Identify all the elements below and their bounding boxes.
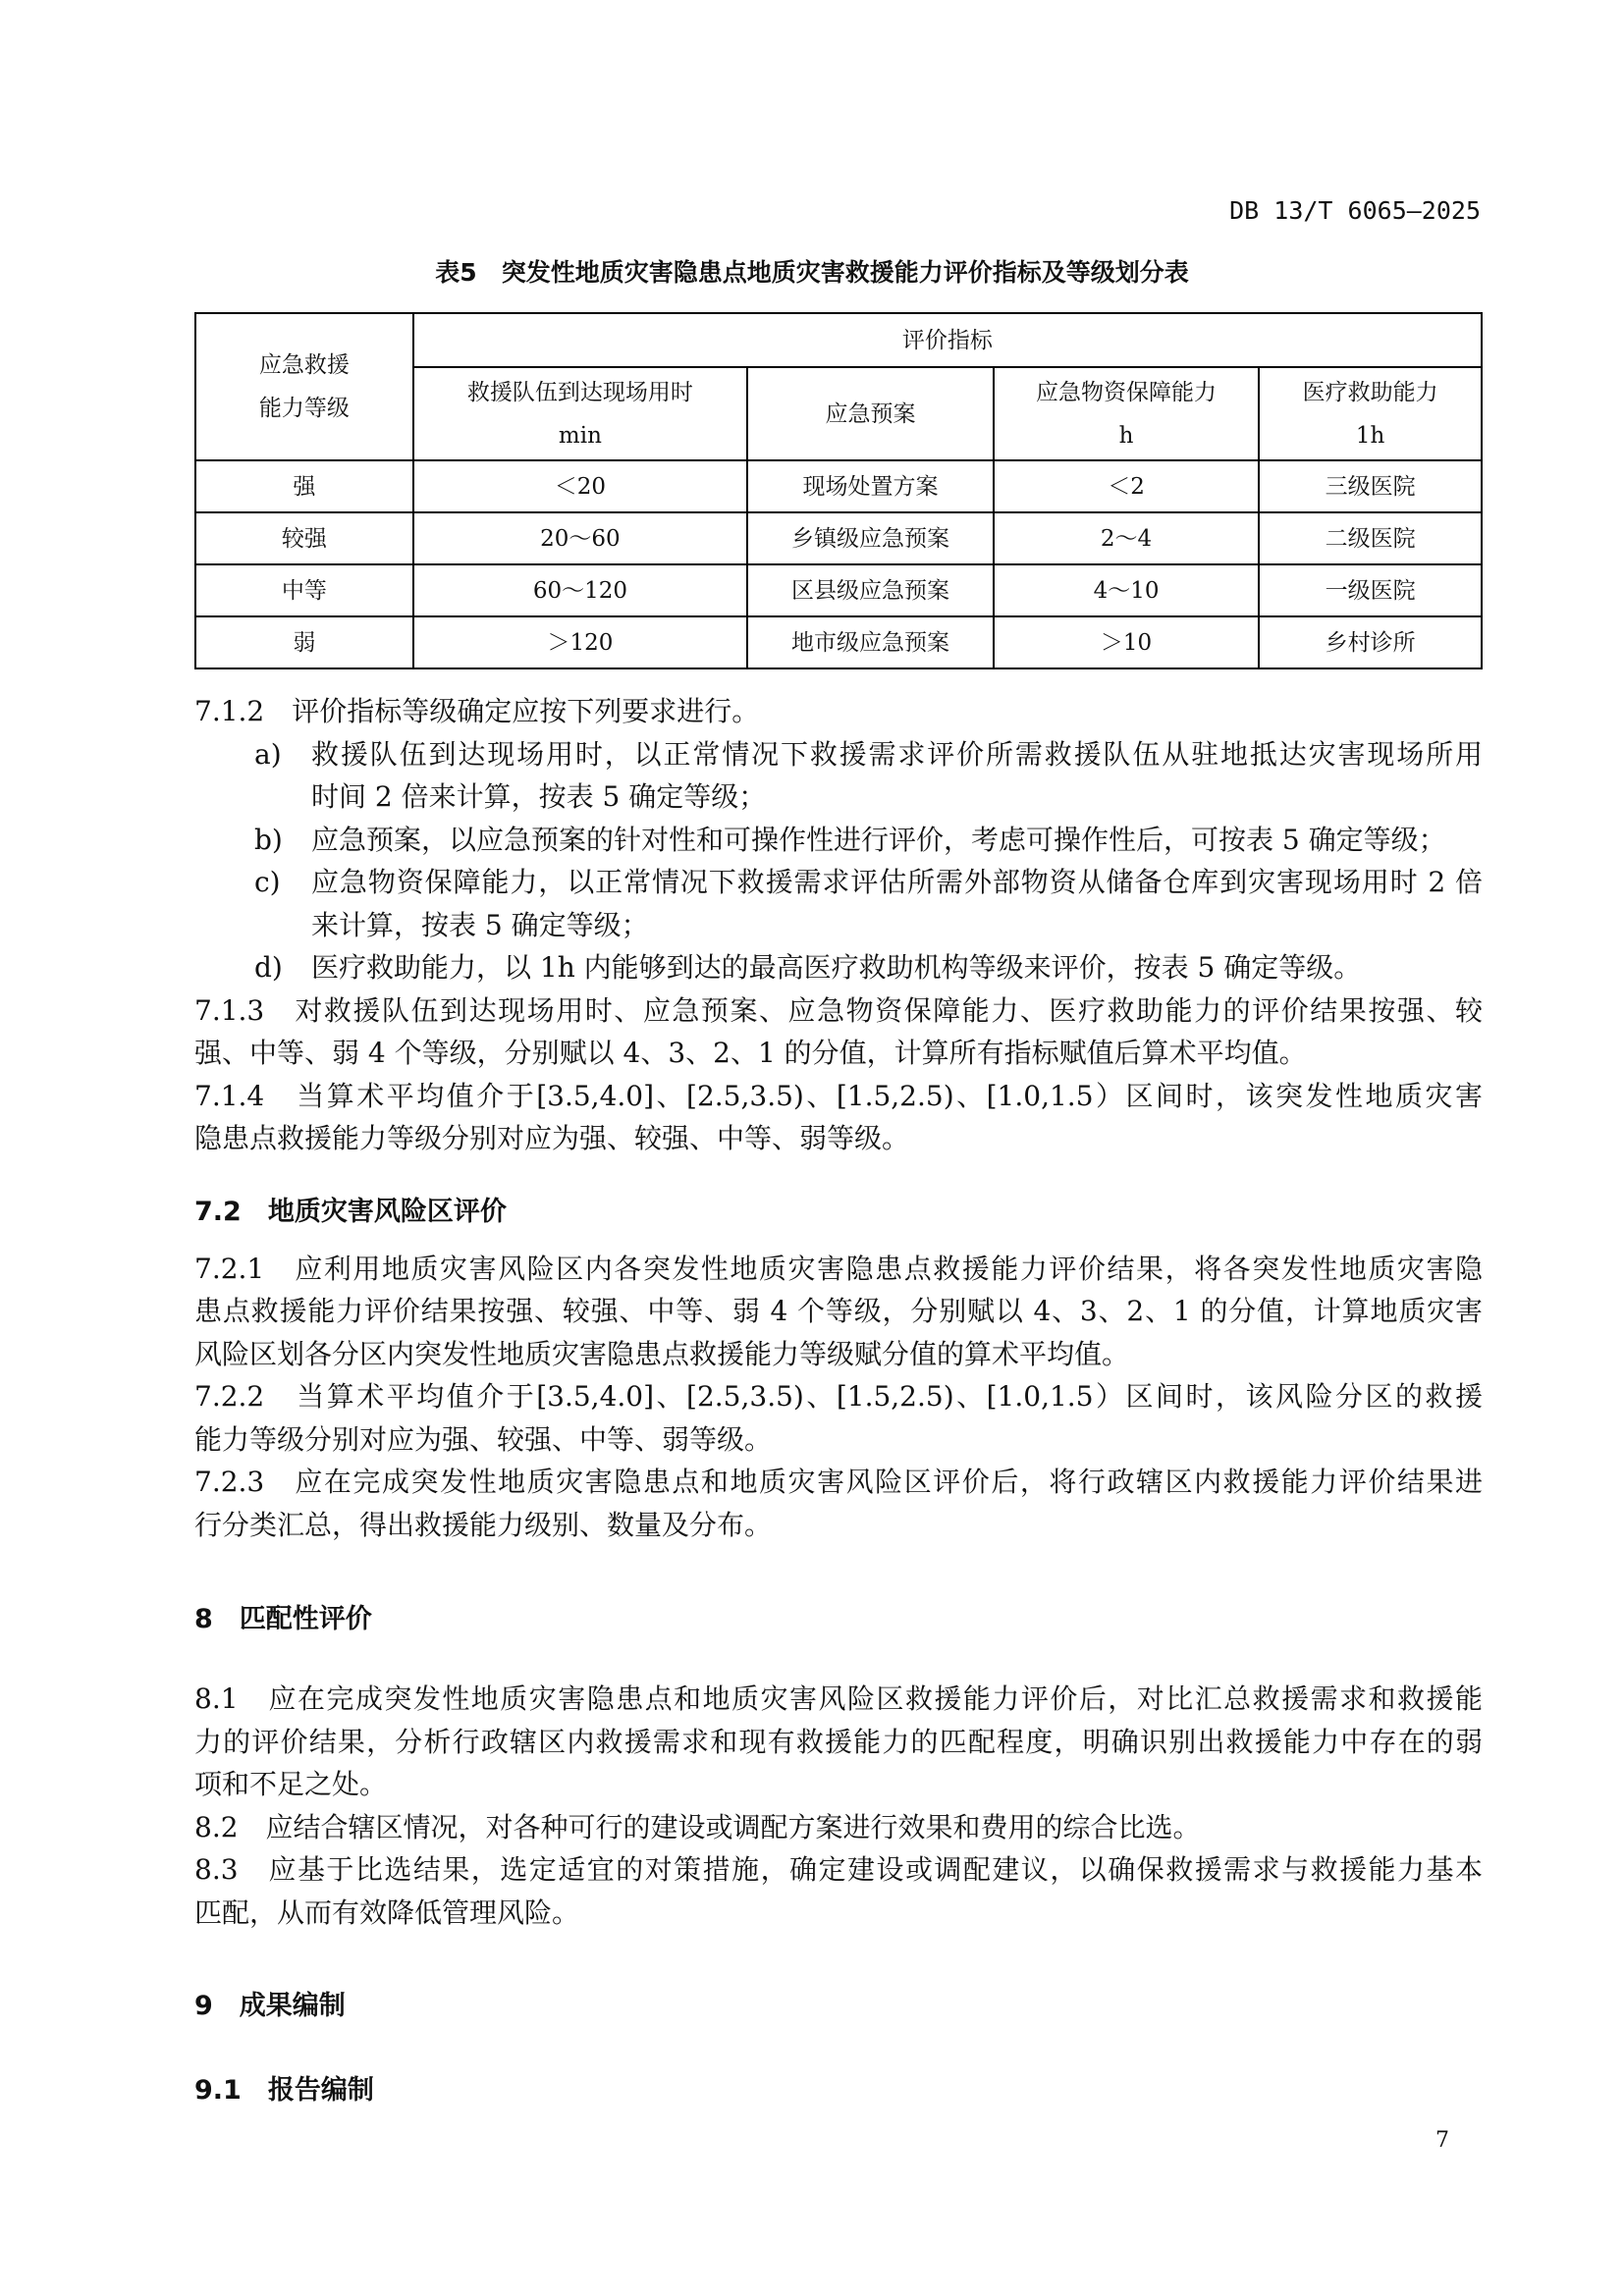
column-unit: min: [558, 422, 602, 449]
table-cell: 区县级应急预案: [747, 564, 994, 616]
clause-7-1-2: 7.1.2 评价指标等级确定应按下列要求进行。: [194, 695, 760, 727]
column-name: 应急预案: [825, 400, 916, 427]
table-cell: 弱: [195, 616, 413, 668]
column-unit: 1h: [1355, 422, 1385, 449]
group-header-cell: 评价指标: [413, 313, 1482, 367]
column-header: [413, 367, 747, 460]
column-header: [1259, 367, 1482, 460]
table-title: 表5 突发性地质灾害隐患点地质灾害救援能力评价指标及等级划分表: [435, 258, 1189, 287]
clause-8-1: 8.1 应在完成突发性地质灾害隐患点和地质灾害风险区救援能力评价后，对比汇总救援需求和救援能: [194, 1682, 1483, 1715]
list-item-a: 救援队伍到达现场用时，以正常情况下救援需求评价所需救援队伍从驻地抵达灾害现场所用: [311, 738, 1483, 771]
column-name: 应急物资保障能力: [1036, 379, 1218, 405]
column-header: [747, 367, 994, 460]
list-item-d: 医疗救助能力，以 1h 内能够到达的最高医疗救助机构等级来评价，按表 5 确定等级。: [311, 951, 1362, 984]
list-label-d: d): [254, 951, 283, 984]
clause-7-1-3-cont: 强、中等、弱 4 个等级，分别赋以 4、3、2、1 的分值，计算所有指标赋值后算术平均值。: [194, 1037, 1307, 1069]
heading-7-2: 7.2 地质灾害风险区评价: [194, 1197, 507, 1227]
table-cell: 强: [195, 460, 413, 512]
list-item-c-cont: 来计算，按表 5 确定等级；: [311, 909, 649, 941]
list-label-a: a): [254, 738, 282, 771]
clause-8-1-cont: 力的评价结果，分析行政辖区内救援需求和现有救援能力的匹配程度，明确识别出救援能力中存在的弱: [194, 1726, 1483, 1758]
clause-8-3: 8.3 应基于比选结果，选定适宜的对策措施，确定建设或调配建议，以确保救援需求与救援能力基本: [194, 1853, 1483, 1886]
heading-9: 9 成果编制: [194, 1991, 346, 2021]
heading-9-1: 9.1 报告编制: [194, 2075, 374, 2106]
clause-8-1-cont: 项和不足之处。: [194, 1768, 388, 1800]
clause-7-1-4: 7.1.4 当算术平均值介于[3.5,4.0]、[2.5,3.5)、[1.5,2.5)、[1.0,1.5）区间时，该突发性地质灾害: [194, 1080, 1483, 1112]
row-header-line: 能力等级: [258, 396, 350, 421]
clause-8-2: 8.2 应结合辖区情况，对各种可行的建设或调配方案进行效果和费用的综合比选。: [194, 1811, 1201, 1843]
column-unit: h: [1118, 422, 1134, 449]
table-row: [195, 512, 1482, 564]
table-cell: 2～4: [994, 512, 1260, 564]
clause-7-2-3: 7.2.3 应在完成突发性地质灾害隐患点和地质灾害风险区评价后，将行政辖区内救援能力评价结果进: [194, 1466, 1483, 1498]
table-cell: 较强: [195, 512, 413, 564]
table-row: [195, 616, 1482, 668]
table-cell: 地市级应急预案: [747, 616, 994, 668]
list-item-c: 应急物资保障能力，以正常情况下救援需求评估所需外部物资从储备仓库到灾害现场用时 2 倍: [311, 866, 1483, 898]
column-name: 救援队伍到达现场用时: [466, 379, 693, 405]
clause-7-1-4-cont: 隐患点救援能力等级分别对应为强、较强、中等、弱等级。: [194, 1122, 910, 1154]
table-cell: ＞10: [994, 616, 1260, 668]
clause-7-2-3-cont: 行分类汇总，得出救援能力级别、数量及分布。: [194, 1509, 773, 1541]
table-cell: 一级医院: [1259, 564, 1482, 616]
table-cell: ＜20: [413, 460, 747, 512]
column-name: 医疗救助能力: [1302, 379, 1438, 405]
table-cell: 4～10: [994, 564, 1260, 616]
heading-8: 8 匹配性评价: [194, 1604, 372, 1634]
page-number: 7: [1435, 2128, 1449, 2153]
clause-7-2-2-cont: 能力等级分别对应为强、较强、中等、弱等级。: [194, 1423, 773, 1456]
table-row: [195, 564, 1482, 616]
table-cell: 现场处置方案: [747, 460, 994, 512]
table-cell: 二级医院: [1259, 512, 1482, 564]
table-cell: 60～120: [413, 564, 747, 616]
list-item-a-cont: 时间 2 倍来计算，按表 5 确定等级；: [311, 780, 767, 813]
clause-7-1-3: 7.1.3 对救援队伍到达现场用时、应急预案、应急物资保障能力、医疗救助能力的评价结果按强、较: [194, 994, 1483, 1027]
table-cell: ＞120: [413, 616, 747, 668]
list-item-b: 应急预案，以应急预案的针对性和可操作性进行评价，考虑可操作性后，可按表 5 确定等级；: [311, 824, 1446, 856]
clause-7-2-1-cont: 患点救援能力评价结果按强、较强、中等、弱 4 个等级，分别赋以 4、3、2、1 的分值，计算地质灾害: [194, 1295, 1483, 1327]
clause-8-3-cont: 匹配，从而有效降低管理风险。: [194, 1896, 580, 1929]
table-cell: 三级医院: [1259, 460, 1482, 512]
table-cell: ＜2: [994, 460, 1260, 512]
row-header-cell: [195, 313, 413, 460]
clause-7-2-2: 7.2.2 当算术平均值介于[3.5,4.0]、[2.5,3.5)、[1.5,2.5)、[1.0,1.5）区间时，该风险分区的救援: [194, 1380, 1483, 1413]
column-header: [994, 367, 1260, 460]
table-cell: 乡村诊所: [1259, 616, 1482, 668]
rescue-capability-table: [194, 312, 1483, 669]
row-header-line: 应急救援: [258, 352, 350, 378]
document-code: DB 13/T 6065—2025: [1229, 196, 1481, 225]
list-label-b: b): [254, 824, 283, 856]
clause-7-2-1: 7.2.1 应利用地质灾害风险区内各突发性地质灾害隐患点救援能力评价结果，将各突发性地质灾害隐: [194, 1253, 1483, 1285]
clause-7-2-1-cont: 风险区划各分区内突发性地质灾害隐患点救援能力等级赋分值的算术平均值。: [194, 1338, 1130, 1370]
table-cell: 20～60: [413, 512, 747, 564]
table-cell: 中等: [195, 564, 413, 616]
list-label-c: c): [254, 866, 281, 898]
table-row: [195, 460, 1482, 512]
table-cell: 乡镇级应急预案: [747, 512, 994, 564]
